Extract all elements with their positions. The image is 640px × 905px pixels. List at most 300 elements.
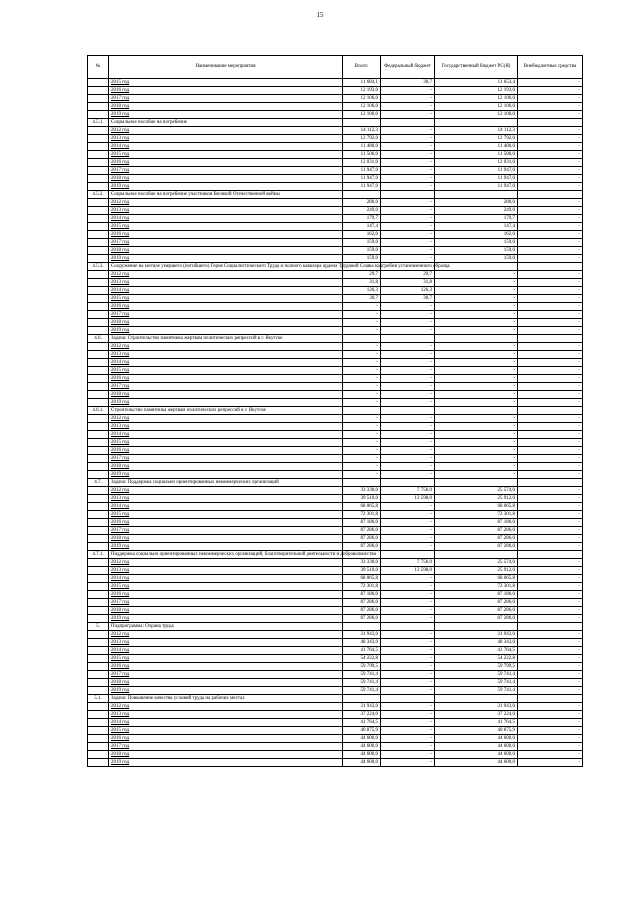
num-cell — [88, 343, 109, 351]
state-cell: 59 741,4 — [435, 687, 518, 695]
federal-cell: 13 598,0 — [381, 495, 435, 503]
extra-cell: - — [518, 591, 583, 599]
federal-cell: - — [381, 743, 435, 751]
total-cell: 11 947,0 — [343, 183, 381, 191]
federal-cell: - — [381, 383, 435, 391]
table-row — [88, 319, 583, 327]
empty-cell — [381, 407, 435, 415]
table-row — [88, 567, 583, 575]
state-cell: - — [435, 383, 518, 391]
extra-cell: - — [518, 543, 583, 551]
table-row — [88, 751, 583, 759]
year-cell: 2017 год — [109, 167, 343, 175]
year-cell: 2018 год — [109, 463, 343, 471]
state-cell: 87 286,0 — [435, 615, 518, 623]
year-cell: 2012 год — [109, 631, 343, 639]
num-cell — [88, 583, 109, 591]
state-cell: - — [435, 295, 518, 303]
extra-cell: - — [518, 495, 583, 503]
total-cell: - — [343, 415, 381, 423]
year-cell: 2017 год — [109, 455, 343, 463]
header-name: Наименование мероприятия — [109, 56, 343, 79]
extra-cell: - — [518, 351, 583, 359]
federal-cell: - — [381, 239, 435, 247]
section-index: 4.6. — [88, 335, 109, 343]
year-cell: 2019 год — [109, 687, 343, 695]
table-row — [88, 231, 583, 239]
extra-cell: - — [518, 511, 583, 519]
total-cell: 68 065,8 — [343, 575, 381, 583]
total-cell: 87 286,0 — [343, 543, 381, 551]
total-cell: 68 065,8 — [343, 503, 381, 511]
total-cell: 30,7 — [343, 295, 381, 303]
empty-cell — [435, 119, 518, 127]
year-cell: 2014 год — [109, 503, 343, 511]
state-cell: - — [435, 423, 518, 431]
num-cell — [88, 455, 109, 463]
total-cell: 12 106,0 — [343, 103, 381, 111]
total-cell: 59 741,4 — [343, 687, 381, 695]
extra-cell: - — [518, 367, 583, 375]
state-cell: 11 947,0 — [435, 167, 518, 175]
extra-cell: - — [518, 255, 583, 263]
section-header-row — [88, 551, 583, 559]
table-row — [88, 359, 583, 367]
state-cell: - — [435, 287, 518, 295]
total-cell: 12 106,0 — [343, 111, 381, 119]
state-cell: 44 600,0 — [435, 743, 518, 751]
year-cell: 2015 год — [109, 511, 343, 519]
empty-cell — [435, 407, 518, 415]
year-cell: 2014 год — [109, 431, 343, 439]
section-index: 4.5.3. — [88, 263, 109, 271]
total-cell: - — [343, 399, 381, 407]
year-cell: 2012 год — [109, 343, 343, 351]
section-index: 5.1. — [88, 695, 109, 703]
table-row — [88, 103, 583, 111]
num-cell — [88, 175, 109, 183]
table-row — [88, 311, 583, 319]
total-cell: - — [343, 359, 381, 367]
empty-cell — [381, 623, 435, 631]
table-row — [88, 607, 583, 615]
state-cell: - — [435, 471, 518, 479]
num-cell — [88, 575, 109, 583]
extra-cell: - — [518, 175, 583, 183]
empty-cell — [518, 335, 583, 343]
num-cell — [88, 631, 109, 639]
total-cell: 33 330,0 — [343, 487, 381, 495]
section-title: Сооружение на могиле умершего (погибшего) Героя Социалистического Труда и полного кавалера ордена Трудовой Славы надгробия установленного образца — [109, 263, 343, 271]
num-cell — [88, 679, 109, 687]
extra-cell: - — [518, 391, 583, 399]
federal-cell: - — [381, 471, 435, 479]
total-cell: 54 222,8 — [343, 655, 381, 663]
total-cell: 59 799,5 — [343, 663, 381, 671]
federal-cell: 7 756,0 — [381, 559, 435, 567]
extra-cell: - — [518, 583, 583, 591]
extra-cell: - — [518, 223, 583, 231]
total-cell: 11 506,0 — [343, 151, 381, 159]
section-index: 5. — [88, 623, 109, 631]
federal-cell: - — [381, 159, 435, 167]
extra-cell: - — [518, 95, 583, 103]
extra-cell: - — [518, 599, 583, 607]
total-cell: 11 947,0 — [343, 167, 381, 175]
num-cell — [88, 399, 109, 407]
federal-cell: - — [381, 95, 435, 103]
federal-cell: 7 756,0 — [381, 487, 435, 495]
num-cell — [88, 367, 109, 375]
num-cell — [88, 487, 109, 495]
extra-cell: - — [518, 199, 583, 207]
table-row — [88, 367, 583, 375]
total-cell: 12 193,0 — [343, 87, 381, 95]
extra-cell: - — [518, 455, 583, 463]
table-row — [88, 743, 583, 751]
num-cell — [88, 727, 109, 735]
state-cell: 37 224,0 — [435, 711, 518, 719]
year-cell: 2016 год — [109, 519, 343, 527]
num-cell — [88, 471, 109, 479]
federal-cell: - — [381, 647, 435, 655]
empty-cell — [518, 479, 583, 487]
num-cell — [88, 519, 109, 527]
empty-cell — [381, 695, 435, 703]
total-cell: 40 875,9 — [343, 727, 381, 735]
federal-cell: 30,7 — [381, 79, 435, 87]
num-cell — [88, 391, 109, 399]
year-cell: 2016 год — [109, 303, 343, 311]
federal-cell: - — [381, 111, 435, 119]
year-cell: 2019 год — [109, 111, 343, 119]
total-cell: 162,0 — [343, 231, 381, 239]
total-cell: 31 943,0 — [343, 631, 381, 639]
state-cell: 11 480,0 — [435, 143, 518, 151]
num-cell — [88, 111, 109, 119]
year-cell: 2016 год — [109, 735, 343, 743]
total-cell: - — [343, 447, 381, 455]
extra-cell: - — [518, 135, 583, 143]
table-row — [88, 671, 583, 679]
federal-cell: - — [381, 255, 435, 263]
federal-cell: - — [381, 687, 435, 695]
total-cell: 12 792,0 — [343, 135, 381, 143]
federal-cell: - — [381, 447, 435, 455]
federal-cell: - — [381, 671, 435, 679]
state-cell: 25 912,0 — [435, 495, 518, 503]
state-cell: 12 106,0 — [435, 95, 518, 103]
extra-cell: - — [518, 679, 583, 687]
num-cell — [88, 527, 109, 535]
state-cell: - — [435, 343, 518, 351]
year-cell: 2013 год — [109, 423, 343, 431]
federal-cell: - — [381, 231, 435, 239]
state-cell: 31 943,0 — [435, 703, 518, 711]
total-cell: 44 600,0 — [343, 743, 381, 751]
federal-cell: - — [381, 327, 435, 335]
state-cell: 48 343,0 — [435, 639, 518, 647]
federal-cell: - — [381, 399, 435, 407]
table-row — [88, 327, 583, 335]
total-cell: 87 286,0 — [343, 615, 381, 623]
section-index: 4.5.1. — [88, 119, 109, 127]
total-cell: - — [343, 303, 381, 311]
extra-cell: - — [518, 447, 583, 455]
state-cell: - — [435, 359, 518, 367]
num-cell — [88, 127, 109, 135]
total-cell: 11 947,0 — [343, 175, 381, 183]
num-cell — [88, 199, 109, 207]
section-header-row — [88, 263, 583, 271]
empty-cell — [435, 695, 518, 703]
total-cell: 11 480,0 — [343, 143, 381, 151]
federal-cell: - — [381, 375, 435, 383]
federal-cell: - — [381, 655, 435, 663]
table-header — [88, 56, 583, 79]
state-cell: - — [435, 311, 518, 319]
table-row — [88, 455, 583, 463]
total-cell: 41 764,5 — [343, 647, 381, 655]
table-row — [88, 391, 583, 399]
extra-cell: - — [518, 663, 583, 671]
year-cell: 2016 год — [109, 447, 343, 455]
extra-cell: - — [518, 639, 583, 647]
extra-cell: - — [518, 711, 583, 719]
extra-cell: - — [518, 359, 583, 367]
num-cell — [88, 735, 109, 743]
state-cell: - — [435, 463, 518, 471]
num-cell — [88, 559, 109, 567]
state-cell: 44 600,0 — [435, 759, 518, 767]
federal-cell: - — [381, 575, 435, 583]
table-row — [88, 223, 583, 231]
extra-cell: - — [518, 727, 583, 735]
year-cell: 2018 год — [109, 319, 343, 327]
year-cell: 2012 год — [109, 703, 343, 711]
empty-cell — [343, 695, 381, 703]
federal-cell: - — [381, 415, 435, 423]
empty-cell — [381, 479, 435, 487]
year-cell: 2016 год — [109, 231, 343, 239]
state-cell: 87 186,0 — [435, 519, 518, 527]
empty-cell — [381, 335, 435, 343]
table-row — [88, 487, 583, 495]
num-cell — [88, 567, 109, 575]
section-title: Строительство памятника жертвам политических репрессий в г. Якутске — [109, 407, 343, 415]
table-row — [88, 759, 583, 767]
year-cell: 2019 год — [109, 471, 343, 479]
year-cell: 2017 год — [109, 95, 343, 103]
total-cell: 41 764,5 — [343, 719, 381, 727]
total-cell: - — [343, 311, 381, 319]
year-cell: 2018 год — [109, 679, 343, 687]
extra-cell: - — [518, 431, 583, 439]
extra-cell: - — [518, 703, 583, 711]
total-cell: 48 343,0 — [343, 639, 381, 647]
num-cell — [88, 247, 109, 255]
year-cell: 2017 год — [109, 527, 343, 535]
extra-cell: - — [518, 559, 583, 567]
federal-cell: - — [381, 183, 435, 191]
empty-cell — [381, 551, 435, 559]
empty-cell — [343, 119, 381, 127]
table-row — [88, 703, 583, 711]
year-cell: 2012 год — [109, 199, 343, 207]
state-cell: 87 286,0 — [435, 599, 518, 607]
federal-cell: - — [381, 343, 435, 351]
num-cell — [88, 535, 109, 543]
year-cell: 2016 год — [109, 159, 343, 167]
extra-cell: - — [518, 375, 583, 383]
table-row — [88, 599, 583, 607]
num-cell — [88, 447, 109, 455]
state-cell: - — [435, 303, 518, 311]
year-cell: 2014 год — [109, 359, 343, 367]
section-header-row — [88, 407, 583, 415]
state-cell: 87 286,0 — [435, 543, 518, 551]
state-cell: - — [435, 319, 518, 327]
state-cell: 87 186,0 — [435, 591, 518, 599]
year-cell: 2018 год — [109, 535, 343, 543]
extra-cell: - — [518, 287, 583, 295]
federal-cell: - — [381, 367, 435, 375]
year-cell: 2015 год — [109, 79, 343, 87]
num-cell — [88, 503, 109, 511]
total-cell: 37 224,0 — [343, 711, 381, 719]
num-cell — [88, 375, 109, 383]
section-header-row — [88, 623, 583, 631]
num-cell — [88, 359, 109, 367]
state-cell: 12 106,0 — [435, 103, 518, 111]
extra-cell: - — [518, 383, 583, 391]
federal-cell: - — [381, 599, 435, 607]
total-cell: - — [343, 319, 381, 327]
state-cell: 147,4 — [435, 223, 518, 231]
state-cell: 87 286,0 — [435, 607, 518, 615]
federal-cell: 126,3 — [381, 287, 435, 295]
year-cell: 2017 год — [109, 311, 343, 319]
num-cell — [88, 207, 109, 215]
extra-cell: - — [518, 295, 583, 303]
num-cell — [88, 607, 109, 615]
year-cell: 2016 год — [109, 663, 343, 671]
table-row — [88, 375, 583, 383]
num-cell — [88, 159, 109, 167]
num-cell — [88, 231, 109, 239]
table-row — [88, 127, 583, 135]
federal-cell: - — [381, 151, 435, 159]
total-cell: 249,0 — [343, 207, 381, 215]
section-title: Социальное пособие на погребение участников Великой Отечественной войны — [109, 191, 343, 199]
table-row — [88, 399, 583, 407]
year-cell: 2012 год — [109, 415, 343, 423]
empty-cell — [435, 479, 518, 487]
header-state: Государственный бюджет РС(Я) — [435, 56, 518, 79]
num-cell — [88, 135, 109, 143]
state-cell: - — [435, 399, 518, 407]
extra-cell: - — [518, 655, 583, 663]
federal-cell: 30,7 — [381, 295, 435, 303]
state-cell: - — [435, 367, 518, 375]
state-cell: 12 792,0 — [435, 135, 518, 143]
empty-cell — [518, 191, 583, 199]
extra-cell: - — [518, 79, 583, 87]
year-cell: 2016 год — [109, 375, 343, 383]
year-cell: 2015 год — [109, 583, 343, 591]
table-row — [88, 527, 583, 535]
table-row — [88, 239, 583, 247]
federal-cell: - — [381, 87, 435, 95]
table-row — [88, 511, 583, 519]
year-cell: 2019 год — [109, 543, 343, 551]
extra-cell: - — [518, 143, 583, 151]
table-row — [88, 735, 583, 743]
federal-cell: - — [381, 223, 435, 231]
num-cell — [88, 303, 109, 311]
num-cell — [88, 279, 109, 287]
state-cell: 44 600,0 — [435, 735, 518, 743]
table-row — [88, 111, 583, 119]
federal-cell: - — [381, 511, 435, 519]
num-cell — [88, 311, 109, 319]
total-cell: - — [343, 463, 381, 471]
state-cell: - — [435, 375, 518, 383]
extra-cell: - — [518, 631, 583, 639]
federal-cell: - — [381, 175, 435, 183]
total-cell: 14 112,3 — [343, 127, 381, 135]
table-row — [88, 207, 583, 215]
extra-cell: - — [518, 111, 583, 119]
num-cell — [88, 287, 109, 295]
state-cell: - — [435, 431, 518, 439]
section-index: 4.5.2. — [88, 191, 109, 199]
year-cell: 2018 год — [109, 607, 343, 615]
federal-cell: - — [381, 519, 435, 527]
year-cell: 2015 год — [109, 151, 343, 159]
num-cell — [88, 639, 109, 647]
federal-cell: - — [381, 607, 435, 615]
num-cell — [88, 319, 109, 327]
federal-cell: - — [381, 759, 435, 767]
total-cell: 87 186,0 — [343, 591, 381, 599]
state-cell: 59 799,5 — [435, 663, 518, 671]
total-cell: 87 286,0 — [343, 607, 381, 615]
year-cell: 2012 год — [109, 487, 343, 495]
federal-cell: - — [381, 583, 435, 591]
extra-cell: - — [518, 127, 583, 135]
extra-cell: - — [518, 615, 583, 623]
table-row — [88, 447, 583, 455]
extra-cell: - — [518, 415, 583, 423]
federal-cell: - — [381, 359, 435, 367]
year-cell: 2015 год — [109, 223, 343, 231]
federal-cell: - — [381, 711, 435, 719]
year-cell: 2014 год — [109, 575, 343, 583]
total-cell: 39 510,0 — [343, 495, 381, 503]
federal-cell: - — [381, 351, 435, 359]
num-cell — [88, 295, 109, 303]
num-cell — [88, 703, 109, 711]
federal-cell: - — [381, 303, 435, 311]
empty-cell — [435, 335, 518, 343]
year-cell: 2013 год — [109, 711, 343, 719]
year-cell: 2017 год — [109, 671, 343, 679]
num-cell — [88, 599, 109, 607]
num-cell — [88, 103, 109, 111]
num-cell — [88, 183, 109, 191]
table-row — [88, 535, 583, 543]
